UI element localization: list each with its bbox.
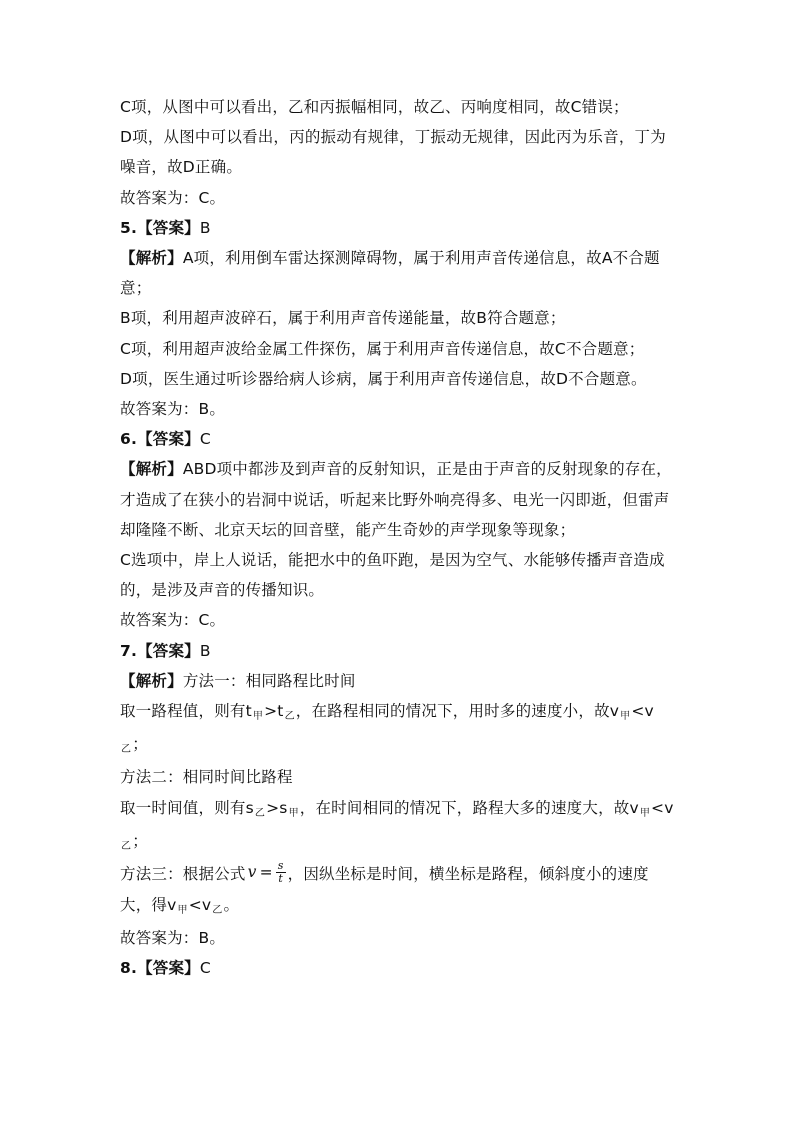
fraction-denominator: t bbox=[278, 872, 283, 886]
formula-equals: = bbox=[259, 863, 273, 882]
velocity-formula bbox=[248, 857, 286, 887]
paragraph-method-one-detail bbox=[120, 696, 680, 762]
text-segment: ，在路程相同的情况下，用时多的速度小，故v bbox=[295, 702, 620, 721]
answer-value: B bbox=[199, 218, 211, 237]
analysis-text: ABD项中都涉及到声音的反射知识，正是由于声音的反射现象的存在，才造成了在狭小的岩洞中说话，听起来比野外响亮得多、电光一闪即逝，但雷声却隆隆不断、北京天坛的回音壁，能产生奇妙的声学现象等现象； bbox=[120, 460, 672, 539]
analysis-label: 【解析】 bbox=[120, 671, 183, 690]
text-segment: ； bbox=[132, 735, 148, 754]
paragraph-text: D项，从图中可以看出，丙的振动有规律，丁振动无规律，因此丙为乐音，丁为噪音，故D正确。 bbox=[120, 128, 666, 177]
paragraph-text: 故答案为：C。 bbox=[120, 611, 226, 630]
analysis-q7 bbox=[120, 666, 680, 696]
paragraph-q4-option-d bbox=[120, 122, 680, 182]
text-segment: >s bbox=[266, 798, 288, 817]
text-segment: 取一时间值，则有s bbox=[120, 798, 254, 817]
subscript-jia: 甲 bbox=[177, 904, 188, 916]
paragraph-method-two-detail bbox=[120, 793, 680, 859]
subscript-yi: 乙 bbox=[121, 840, 132, 852]
paragraph-q5-option-d bbox=[120, 364, 680, 394]
analysis-label: 【解析】 bbox=[120, 249, 183, 268]
answer-label: 7.【答案】 bbox=[120, 641, 200, 660]
subscript-jia: 甲 bbox=[639, 807, 651, 819]
paragraph-q5-option-b bbox=[120, 303, 680, 333]
answer-label: 8.【答案】 bbox=[120, 959, 200, 978]
paragraph-q7-conclusion bbox=[120, 923, 680, 953]
text-segment: <v bbox=[188, 895, 212, 914]
text-segment: ，因纵坐标是时间，横坐标是路程，倾斜度小的速度大，得v bbox=[120, 865, 649, 914]
analysis-q6 bbox=[120, 454, 680, 545]
analysis-q5 bbox=[120, 243, 680, 303]
paragraph-q5-conclusion bbox=[120, 394, 680, 424]
answer-label: 6.【答案】 bbox=[120, 430, 200, 449]
paragraph-text: 方法二：相同时间比路程 bbox=[120, 768, 293, 787]
text-segment: 方法三：根据公式 bbox=[120, 865, 246, 884]
text-segment: ； bbox=[132, 831, 148, 850]
paragraph-method-two bbox=[120, 762, 680, 792]
answer-value: C bbox=[199, 959, 211, 978]
formula-fraction bbox=[276, 860, 286, 885]
answer-value: C bbox=[199, 430, 211, 449]
text-segment: >t bbox=[264, 702, 284, 721]
paragraph-text: C选项中，岸上人说话，能把水中的鱼吓跑，是因为空气、水能够传播声音造成的，是涉及声音的传播知识。 bbox=[120, 551, 665, 600]
answer-explanations bbox=[120, 92, 680, 983]
paragraph-text: 故答案为：C。 bbox=[120, 188, 226, 207]
paragraph-text: 故答案为：B。 bbox=[120, 400, 226, 419]
analysis-text: A项，利用倒车雷达探测障碍物，属于利用声音传递信息，故A不合题意； bbox=[120, 249, 660, 298]
text-segment: <v bbox=[631, 702, 654, 721]
text-segment: <v bbox=[651, 798, 674, 817]
text-segment: ，在时间相同的情况下，路程大多的速度大，故v bbox=[299, 798, 639, 817]
paragraph-text: B项，利用超声波碎石，属于利用声音传递能量，故B符合题意； bbox=[120, 309, 566, 328]
subscript-yi: 乙 bbox=[254, 807, 266, 819]
answer-q8 bbox=[120, 953, 680, 983]
subscript-jia: 甲 bbox=[620, 711, 631, 723]
analysis-text: 方法一：相同路程比时间 bbox=[182, 671, 356, 690]
fraction-numerator: s bbox=[277, 859, 284, 873]
text-segment: 。 bbox=[223, 895, 240, 914]
analysis-label: 【解析】 bbox=[120, 460, 183, 479]
text-segment: 取一路程值，则有t bbox=[120, 702, 252, 721]
paragraph-q5-option-c bbox=[120, 334, 680, 364]
paragraph-q4-option-c bbox=[120, 92, 680, 122]
formula-v: v bbox=[247, 863, 257, 882]
paragraph-q6-conclusion bbox=[120, 605, 680, 635]
answer-q7 bbox=[120, 636, 680, 666]
answer-q6 bbox=[120, 424, 680, 454]
subscript-yi: 乙 bbox=[121, 744, 132, 756]
paragraph-method-three bbox=[120, 859, 680, 923]
paragraph-q6-option-c bbox=[120, 545, 680, 605]
answer-value: B bbox=[199, 641, 211, 660]
paragraph-text: D项，医生通过听诊器给病人诊病，属于利用声音传递信息，故D不合题意。 bbox=[120, 369, 647, 388]
paragraph-text: C项，从图中可以看出，乙和丙振幅相同，故乙、丙响度相同，故C错误； bbox=[120, 98, 629, 116]
paragraph-text: C项，利用超声波给金属工件探伤，属于利用声音传递信息，故C不合题意； bbox=[120, 339, 645, 358]
paragraph-q4-conclusion bbox=[120, 183, 680, 213]
answer-q5 bbox=[120, 213, 680, 243]
subscript-jia: 甲 bbox=[252, 711, 264, 723]
answer-label: 5.【答案】 bbox=[120, 218, 200, 237]
subscript-yi: 乙 bbox=[284, 711, 295, 723]
subscript-yi: 乙 bbox=[212, 904, 223, 916]
subscript-jia: 甲 bbox=[288, 807, 299, 819]
paragraph-text: 故答案为：B。 bbox=[120, 928, 226, 947]
